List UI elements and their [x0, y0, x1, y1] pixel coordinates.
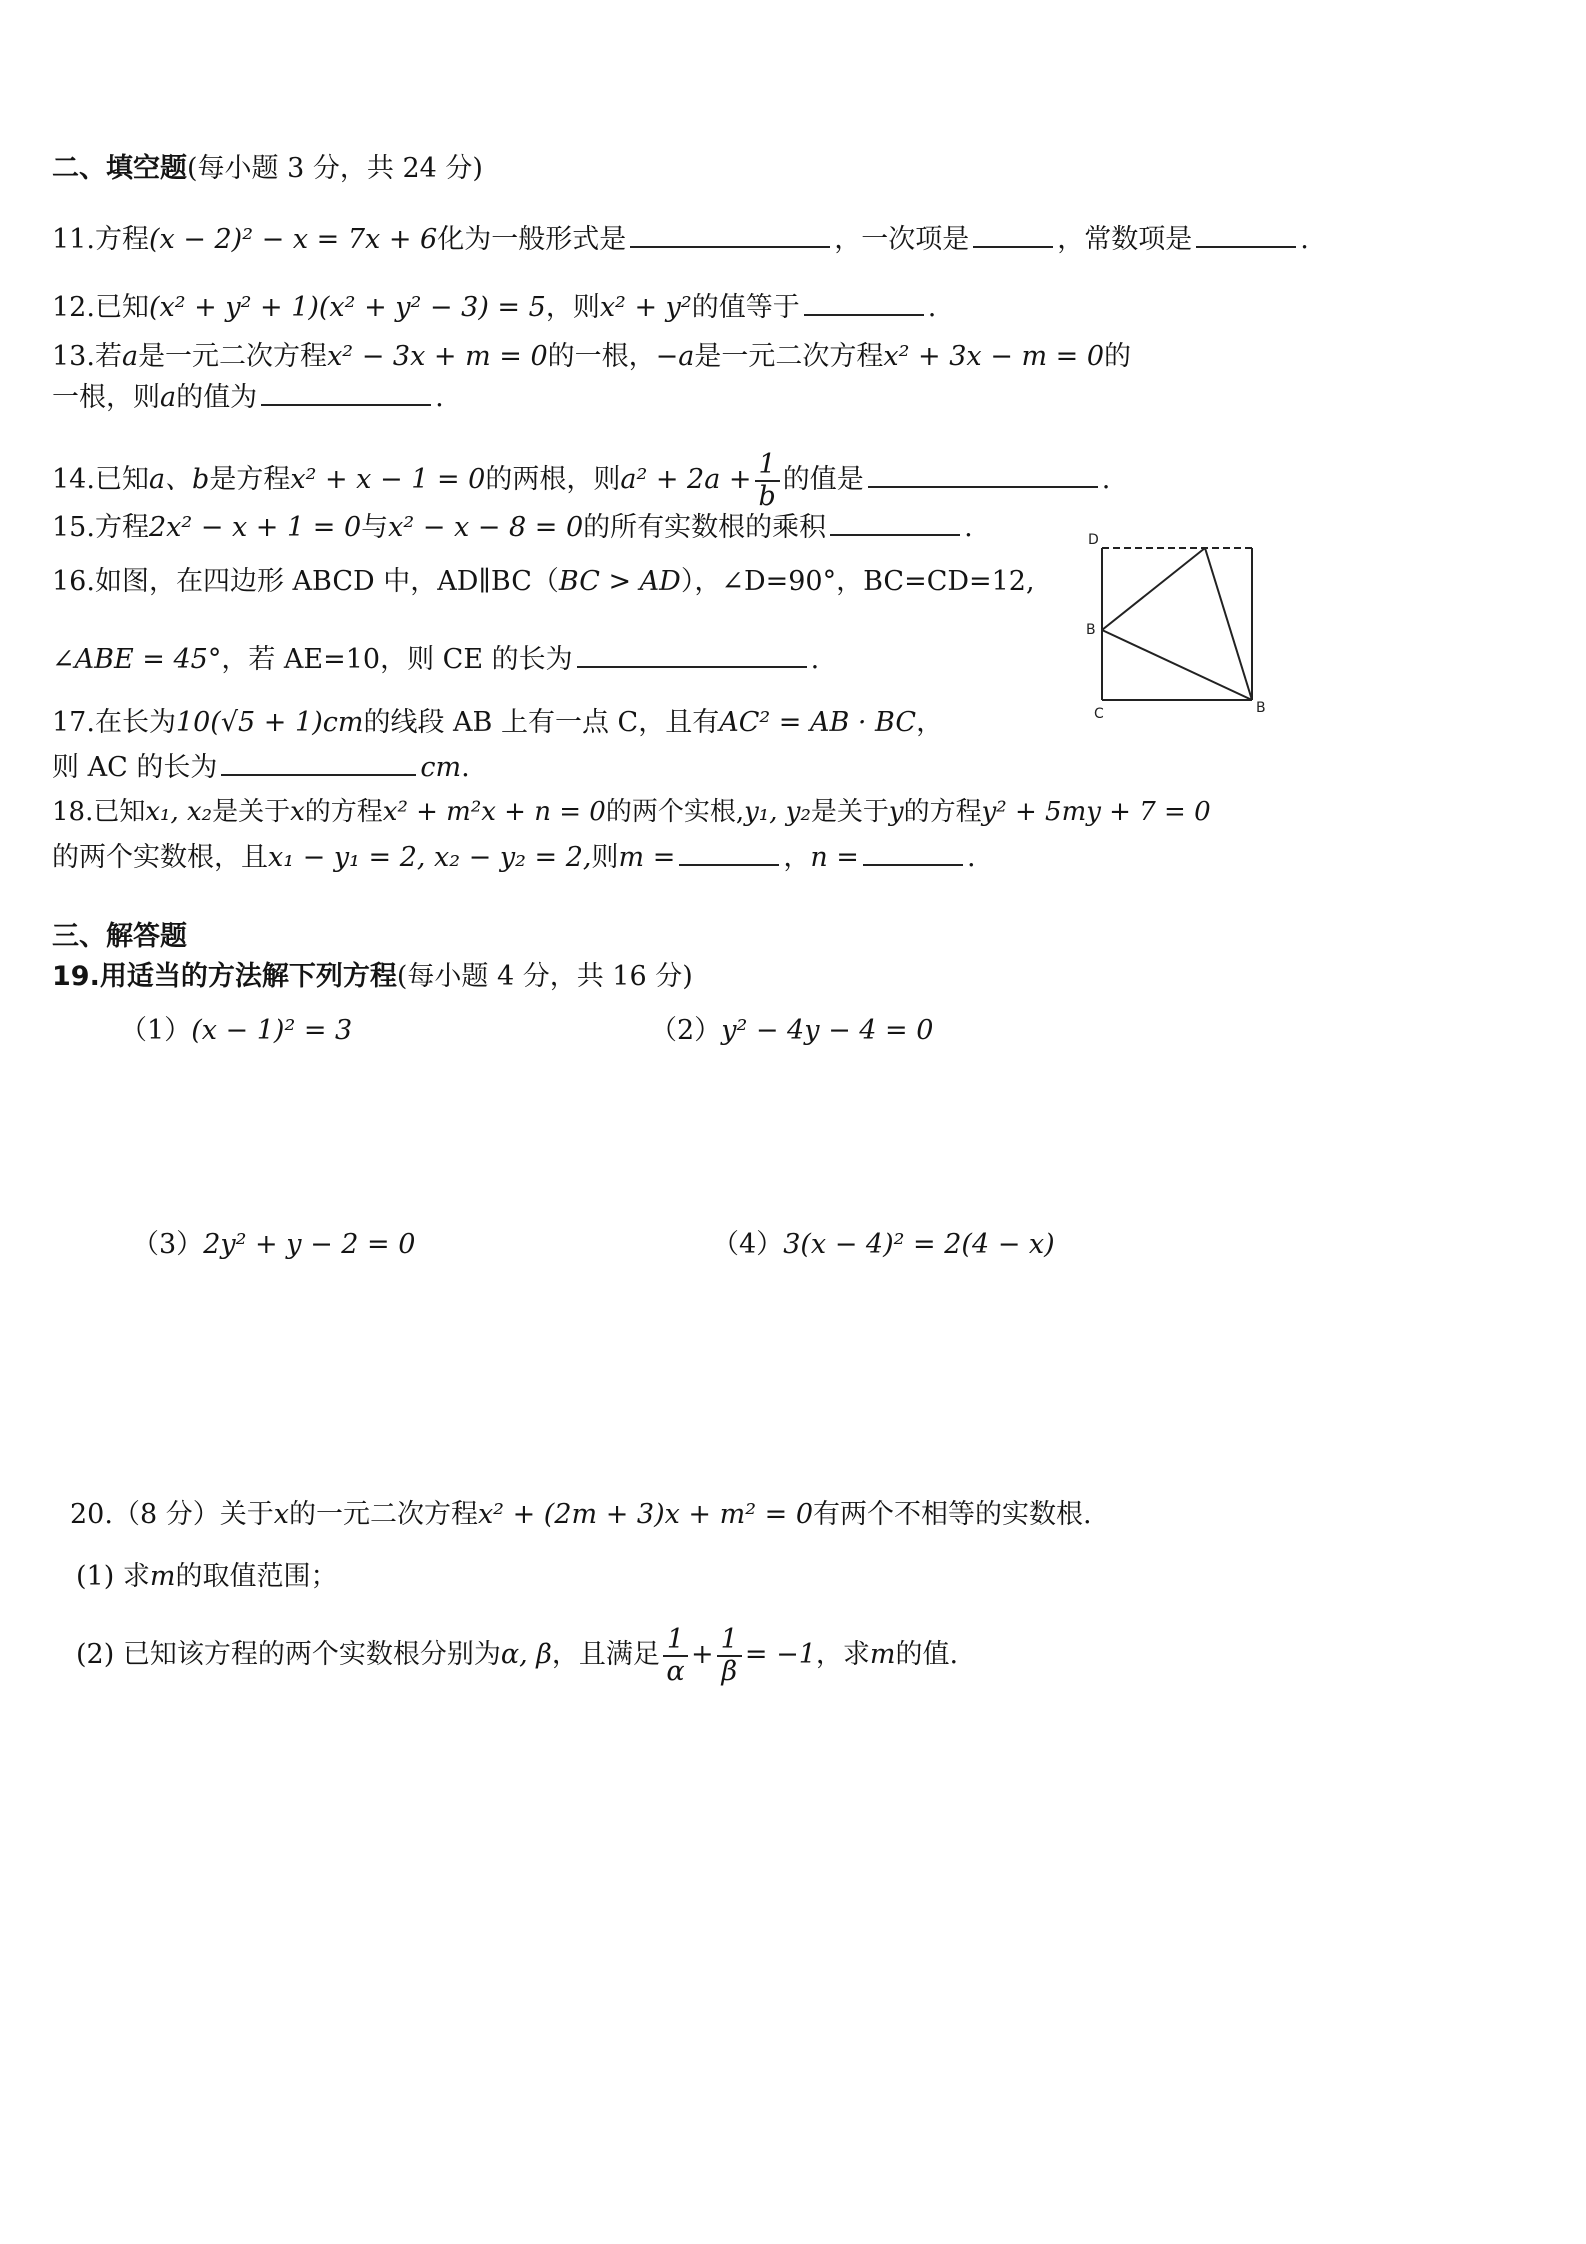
q19-part-4-label: （4） — [712, 1229, 784, 1260]
section-2-note: (每小题 3 分，共 24 分) — [187, 153, 483, 184]
q19-note: (每小题 4 分，共 16 分) — [396, 961, 693, 992]
q14-text: 是方程 — [209, 464, 291, 495]
q20-var: m — [869, 1639, 896, 1670]
q15-text: 的所有实数根的乘积 — [583, 512, 827, 543]
q19-part-3-label: （3） — [132, 1229, 204, 1260]
q20-part-2 — [76, 1615, 958, 1695]
section-3-title: 三、解答题 — [52, 921, 187, 952]
q16-angle-expression: ∠ABE = 45° — [52, 644, 222, 675]
q18-end: . — [966, 842, 976, 873]
q20-text: ，求 — [815, 1639, 870, 1670]
q14-number: 14. — [52, 464, 95, 495]
q20-condition: = −1 — [744, 1639, 816, 1670]
q18-var: x — [290, 797, 305, 827]
q16-text: ），∠D=90°，BC=CD=12, — [680, 566, 1035, 597]
q17-end: . — [461, 752, 470, 783]
q18-text: ， — [783, 842, 811, 873]
q16-text: 如图，在四边形 ABCD 中，AD∥BC（ — [94, 566, 559, 597]
question-14 — [52, 440, 1110, 520]
q19-part-3-equation: 2y² + y − 2 = 0 — [203, 1229, 416, 1260]
q18-var: y — [888, 797, 904, 827]
q17-text: 的线段 AB 上有一点 C，且有 — [363, 707, 720, 738]
q13-var: a — [121, 341, 139, 372]
q11-equation: (x − 2)² − x = 7x + 6 — [148, 224, 438, 255]
q20-fraction-2 — [717, 1625, 742, 1687]
q20-var: m — [149, 1561, 176, 1592]
q19-title: 19.用适当的方法解下列方程 — [52, 961, 397, 992]
question-12 — [52, 290, 936, 325]
q13-end: . — [435, 382, 444, 413]
q13-text: 若 — [94, 341, 122, 372]
q18-text: 的两个实根, — [605, 797, 745, 827]
q13-text: 一根，则 — [52, 382, 160, 413]
q15-blank[interactable] — [830, 510, 960, 536]
q20-plus: + — [691, 1639, 714, 1670]
q11-blank-linear-term[interactable] — [973, 222, 1053, 248]
q13-blank[interactable] — [261, 380, 431, 406]
q17-length: 10(√5 + 1)cm — [175, 707, 364, 738]
q20-fraction-1-denominator: α — [666, 1655, 685, 1687]
question-17-line-1 — [52, 706, 943, 740]
q19-part-1-equation: (x − 1)² = 3 — [191, 1015, 353, 1046]
q14-text: 的值是 — [782, 464, 864, 495]
q20-part-1 — [76, 1560, 337, 1594]
question-13-line-2 — [52, 380, 444, 415]
q11-text: ，常数项是 — [1057, 224, 1193, 255]
q14-text: 的两根，则 — [485, 464, 621, 495]
figure-label-b: B — [1086, 622, 1096, 638]
figure-label-d: D — [1088, 532, 1099, 548]
q19-part-2 — [650, 1008, 933, 1047]
q12-blank[interactable] — [804, 290, 924, 316]
question-16-line-1 — [52, 565, 1035, 599]
q14-end: . — [1101, 464, 1111, 495]
q12-number: 12. — [52, 292, 95, 323]
q19-part-3 — [132, 1222, 415, 1261]
q14-fraction-numerator: 1 — [755, 450, 780, 482]
q20-vars: α, β — [500, 1639, 552, 1670]
q19-part-1 — [120, 1008, 352, 1047]
q12-expression: x² + y² — [599, 292, 692, 323]
q13-var: a — [160, 382, 177, 413]
section-2-header — [52, 152, 483, 186]
q18-text: 已知 — [93, 797, 146, 827]
q13-var: −a — [655, 341, 695, 372]
question-18-line-2 — [52, 840, 976, 875]
q11-text: ，一次项是 — [834, 224, 970, 255]
q13-text: 是一元二次方程 — [694, 341, 884, 372]
q18-vars-x: x₁, x₂ — [145, 797, 213, 827]
q12-text: ，则 — [545, 292, 600, 323]
section-2-title: 二、填空题 — [52, 153, 187, 184]
q13-text: 的 — [1104, 341, 1132, 372]
question-20 — [70, 1498, 1092, 1532]
q17-number: 17. — [52, 707, 95, 738]
q14-blank[interactable] — [868, 462, 1098, 488]
q18-condition: x₁ − y₁ = 2, x₂ − y₂ = 2, — [268, 842, 592, 873]
q19-part-2-label: （2） — [650, 1015, 722, 1046]
q15-text: 与 — [361, 512, 389, 543]
q18-n-label: n = — [810, 842, 859, 873]
q19-part-4-equation: 3(x − 4)² = 2(4 − x) — [783, 1229, 1055, 1260]
question-19-header — [52, 960, 693, 994]
q18-equation-1: x² + m²x + n = 0 — [382, 797, 606, 827]
q12-text: 已知 — [94, 292, 149, 323]
q11-number: 11. — [52, 224, 95, 255]
q19-part-4 — [712, 1222, 1055, 1261]
q20-text: 已知该方程的两个实数根分别为 — [122, 1639, 501, 1670]
q17-text: ， — [916, 707, 944, 738]
q17-unit: cm — [420, 752, 462, 783]
q15-equation-1: 2x² − x + 1 = 0 — [148, 512, 362, 543]
q14-expression: a² + 2a + — [620, 464, 752, 495]
q20-fraction-2-numerator: 1 — [717, 1625, 742, 1657]
q18-equation-2: y² + 5my + 7 = 0 — [981, 797, 1211, 827]
q15-equation-2: x² − x − 8 = 0 — [388, 512, 584, 543]
quadrilateral-figure — [1080, 520, 1280, 725]
q20-text: 求 — [122, 1561, 150, 1592]
q20-fraction-1 — [663, 1625, 688, 1687]
question-18-line-1 — [52, 795, 1211, 829]
q16-condition: BC > AD — [558, 566, 681, 597]
q20-number: 20. — [70, 1499, 113, 1530]
q14-fraction — [755, 450, 780, 512]
q11-text: 方程 — [94, 224, 149, 255]
q16-number: 16. — [52, 566, 95, 597]
question-16-line-2 — [52, 642, 819, 677]
q13-number: 13. — [52, 341, 95, 372]
q18-m-label: m = — [618, 842, 676, 873]
q18-text: 的方程 — [304, 797, 383, 827]
q13-equation-1: x² − 3x + m = 0 — [327, 341, 548, 372]
q14-equation: x² + x − 1 = 0 — [290, 464, 486, 495]
q12-end: . — [927, 292, 937, 323]
q18-text: 是关于 — [212, 797, 291, 827]
q17-blank[interactable] — [221, 750, 416, 776]
figure-label-c: C — [1094, 706, 1104, 722]
q11-blank-constant-term[interactable] — [1196, 222, 1296, 248]
q11-text: 化为一般形式是 — [437, 224, 627, 255]
q12-text: 的值等于 — [691, 292, 800, 323]
q15-end: . — [964, 512, 973, 543]
q14-vars: a、b — [148, 464, 210, 495]
q17-equation: AC² = AB · BC — [719, 707, 917, 738]
q20-score: （8 分） — [112, 1499, 220, 1530]
question-11 — [52, 222, 1309, 257]
q13-equation-2: x² + 3x − m = 0 — [883, 341, 1105, 372]
q20-var: x — [273, 1499, 289, 1530]
q18-text: 则 — [591, 842, 619, 873]
q14-text: 已知 — [94, 464, 149, 495]
q20-fraction-1-numerator: 1 — [663, 1625, 688, 1657]
q18-blank-n[interactable] — [863, 840, 963, 866]
q12-equation: (x² + y² + 1)(x² + y² − 3) = 5 — [148, 292, 546, 323]
q20-part-2-label: (2) — [76, 1639, 115, 1670]
q18-blank-m[interactable] — [679, 840, 779, 866]
q20-part-1-label: (1) — [76, 1561, 115, 1592]
q20-text: 有两个不相等的实数根. — [813, 1499, 1092, 1530]
q16-text: ，若 AE=10，则 CE 的长为 — [221, 644, 573, 675]
q18-text: 是关于 — [810, 797, 889, 827]
q13-text: 的一根， — [547, 341, 656, 372]
q20-fraction-2-denominator: β — [721, 1655, 738, 1687]
q16-blank[interactable] — [577, 642, 807, 668]
q13-text: 是一元二次方程 — [138, 341, 328, 372]
q20-text: 关于 — [219, 1499, 274, 1530]
q20-text: 的取值范围； — [175, 1561, 338, 1592]
question-15 — [52, 510, 973, 545]
q11-end: . — [1300, 224, 1309, 255]
q13-text: 的值为 — [176, 382, 258, 413]
q19-part-1-label: （1） — [120, 1015, 192, 1046]
q18-number: 18. — [52, 797, 94, 827]
q20-text: 的一元二次方程 — [288, 1499, 478, 1530]
q18-text: 的两个实数根，且 — [52, 842, 268, 873]
q19-part-2-equation: y² − 4y − 4 = 0 — [721, 1015, 934, 1046]
q14-fraction-denominator: b — [758, 480, 776, 512]
q15-text: 方程 — [94, 512, 149, 543]
figure-label-b-corner: B — [1256, 700, 1266, 716]
q18-text: 的方程 — [903, 797, 982, 827]
q16-end: . — [810, 644, 820, 675]
q15-number: 15. — [52, 512, 95, 543]
q20-text: 的值. — [895, 1639, 959, 1670]
q18-vars-y: y₁, y₂ — [744, 797, 811, 827]
section-3-header — [52, 920, 187, 954]
q17-text: 则 AC 的长为 — [52, 752, 218, 783]
question-17-line-2 — [52, 750, 470, 785]
q20-equation: x² + (2m + 3)x + m² = 0 — [477, 1499, 814, 1530]
q11-blank-general-form[interactable] — [630, 222, 830, 248]
q20-text: ，且满足 — [551, 1639, 660, 1670]
q17-text: 在长为 — [94, 707, 176, 738]
question-13-line-1 — [52, 340, 1131, 374]
